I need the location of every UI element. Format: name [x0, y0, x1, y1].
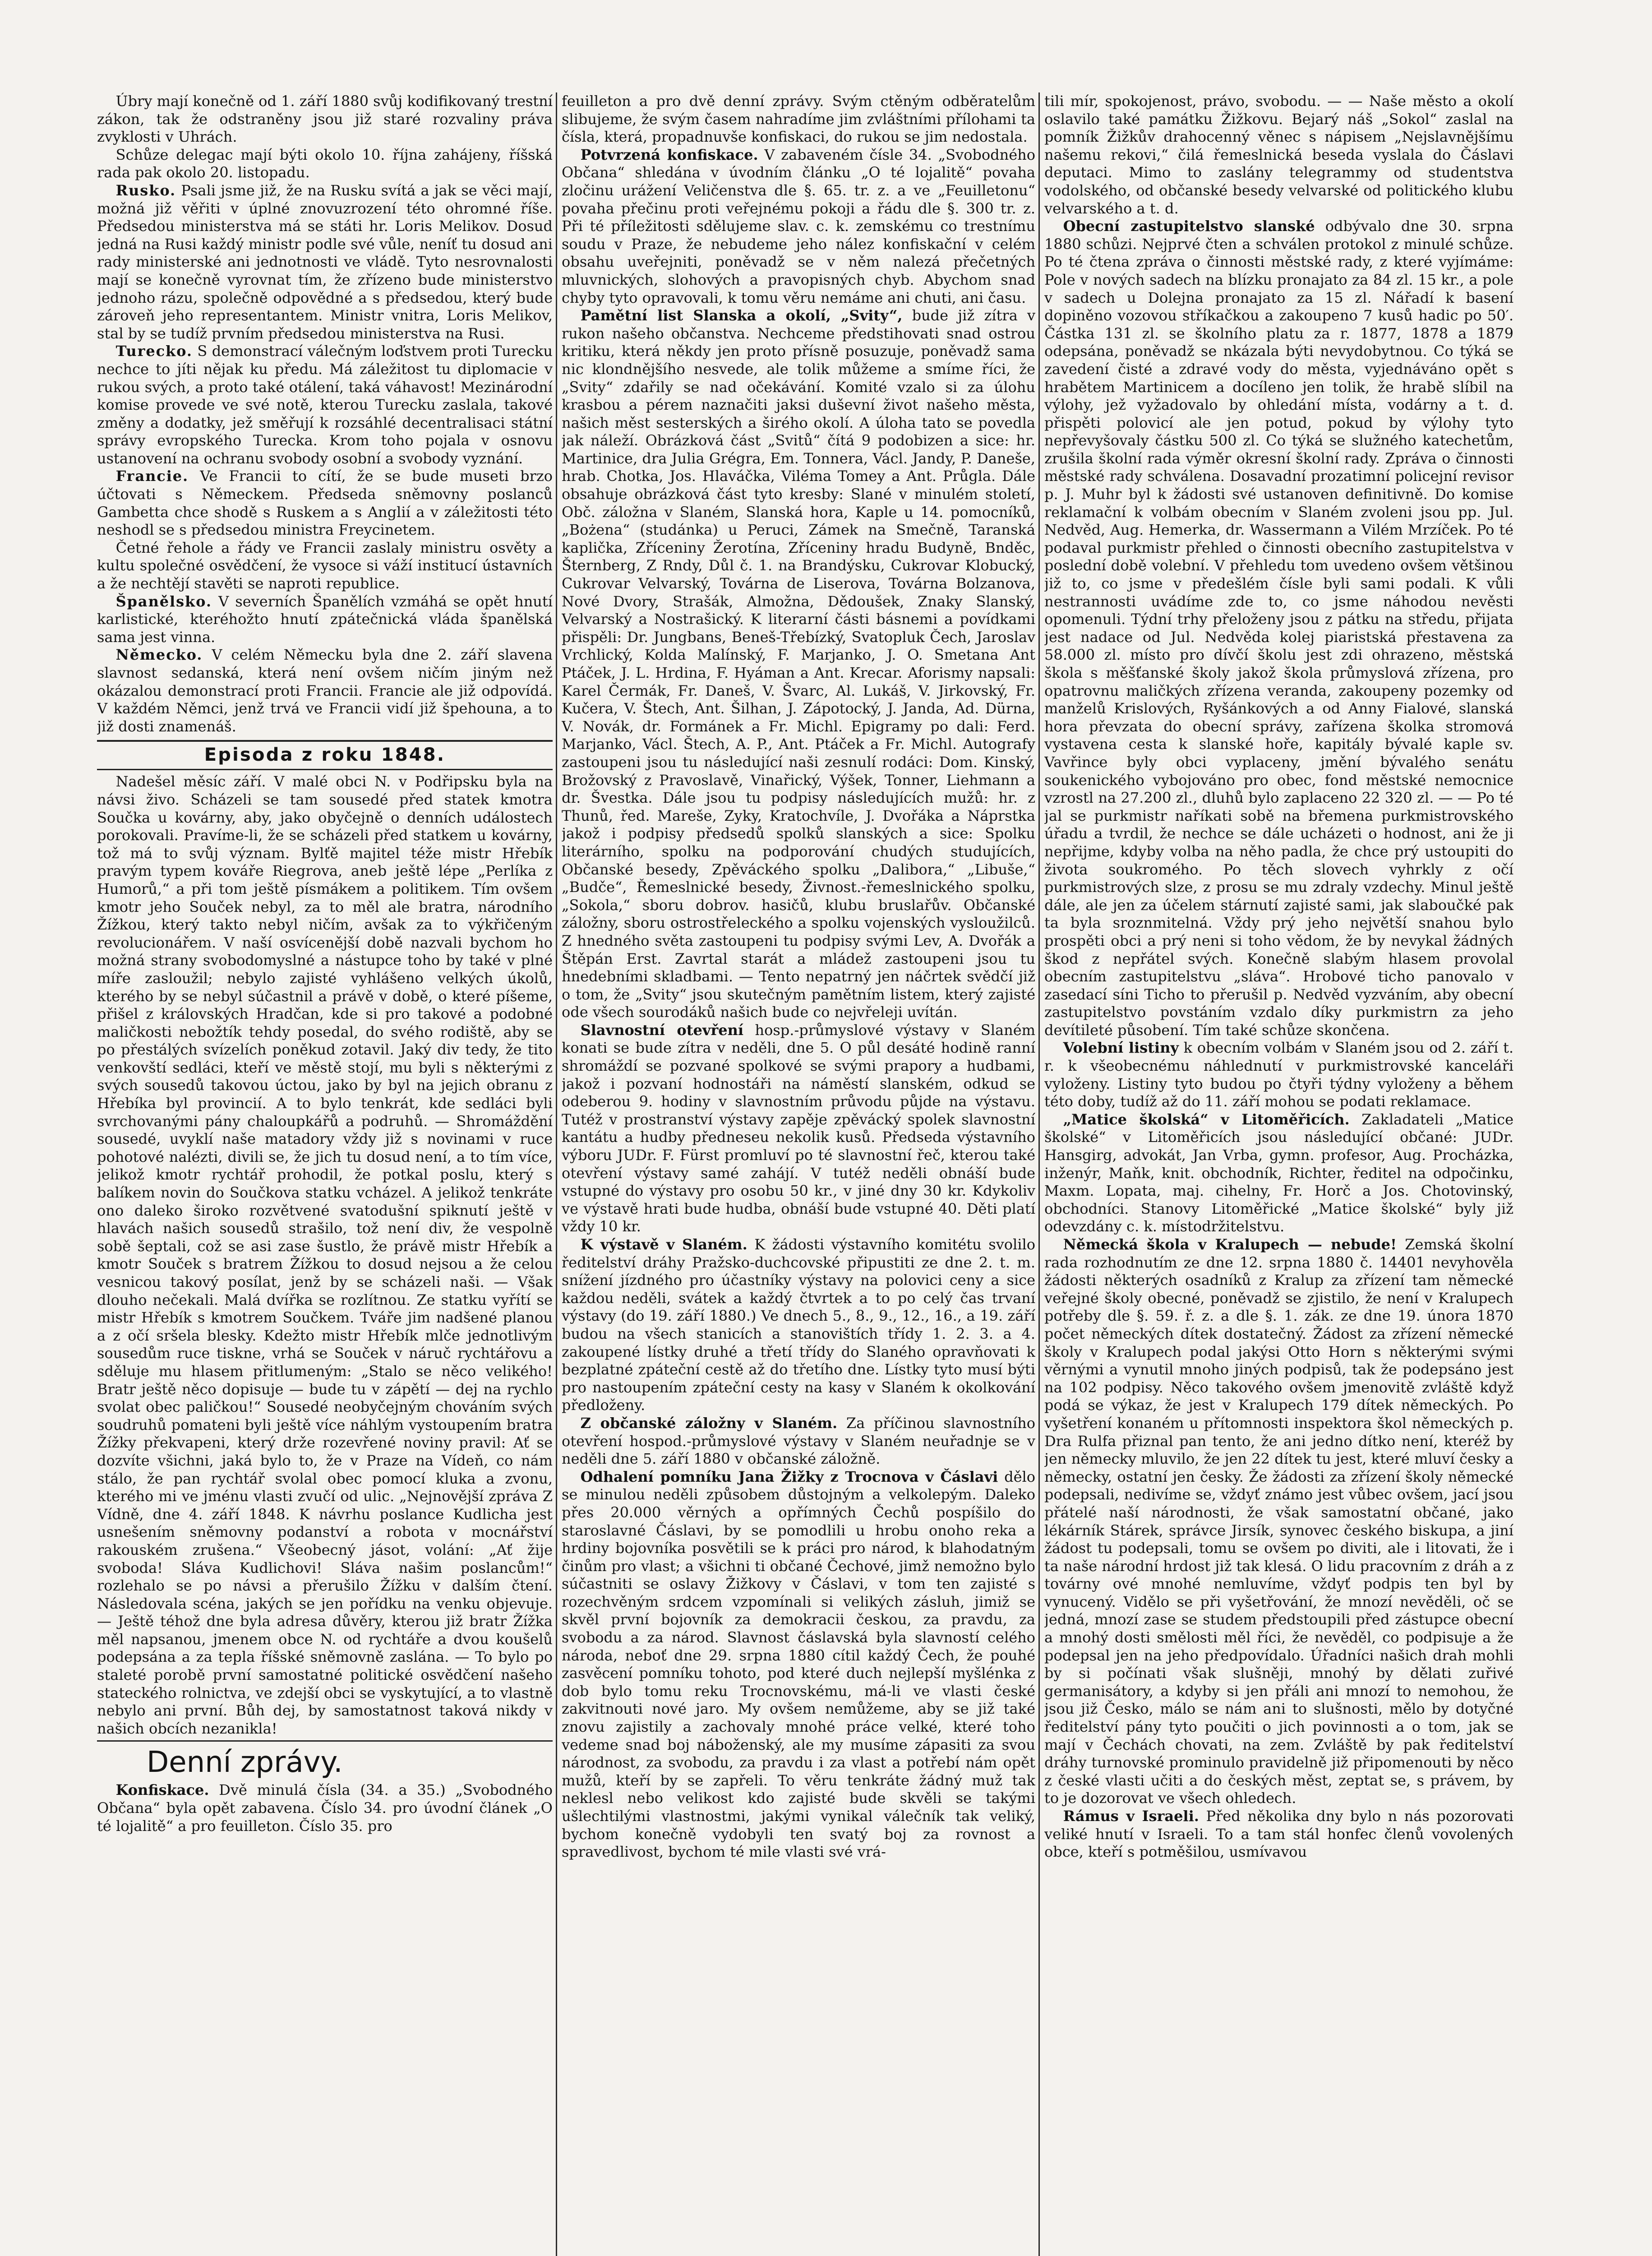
section-title-denni-zpravy: Denní zprávy.	[147, 1746, 343, 1780]
paragraph: feuilleton a pro dvě denní zprávy. Svým ctěným odběratelům slibujeme, že svým časem nahradíme jim zvláštními přílohami ta čísla, která, propadnuvše konfiskaci, do rukou se jim nedostala.	[562, 92, 1035, 146]
news-item	[97, 646, 553, 735]
news-item	[1044, 1236, 1514, 1808]
item-heading: Z občanské záložny v Slaném.	[580, 1414, 838, 1432]
divider	[97, 769, 553, 770]
item-text: hosp.-průmyslové výstavy v Slaném konati se bude zítra v neděli, dne 5. O půl desáté hodině ranní shromáždí se pozvané spolkové se svými prapory a hudbami, jakož i pozvaní hodnostáři na náměstí slanském, odkud se odeberou 9. hodiny v slavnostním průvodu půjde na výstavu. Tutéž v prostranství výstavy zapěje zpěvácký spolek slavnostní kantátu a hudby předneseu nekolik kusů. Předseda výstavního výboru JUDr. F. Fürst promluví po té slavnostní řeč, kterou také otevření výstavy samé zahájí. V tutéž neděli obnáší bude vstupné do výstavy pro osobu 50 kr., v jiné dny 30 kr. Kdykoliv ve výstavě hrati bude hudba, obnáší bude vstupné 40. Děti platí vždy 10 kr.	[562, 1021, 1035, 1235]
column-3	[1044, 92, 1514, 2256]
news-item	[97, 342, 553, 467]
item-text: Před několika dny bylo n nás pozorovati veliké hnutí v Israeli. To a tam stál honfec členů vovolených obce, kteří s potměšilou, usmívavou	[1044, 1808, 1514, 1861]
column-1	[97, 92, 553, 2256]
story-text: Nadešel měsíc září. V malé obci N. v Podřipsku byla na návsi živo. Scházeli se tam sousedé před statek kmotra Součka u kovárny, aby, jako obyčejně o denních událostech porokovali. Pravíme-li, že se scházeli před statkem u kovárny, tož má to svůj význam. Bylťě majitel téže mistr Hřebík pravým typem kováře Riegrova, aneb ještě lépe „Perlíka z Humorů,“ a při tom ještě písmákem a politikem. Tím ovšem kmotr jeho Souček nebyl, za to měl ale bratra, národního Žížkou, který takto nebyl ničím, avšak za to výkřičeným revolucionářem. V naší osvícenější době nazvali bychom ho možná strany svobodomyslné a nástupce toho by také v plné míře zasloužil; nebylo zajisté vyhlášeno velkých úkolů, kterého by se nebyl súčastnil a právě v době, o které píšeme, přišel z královských Hradčan, kde si pro takové a podobné maličkosti nebožtík tehdy posedal, do svého rodiště, aby se po přestálých svízelích poněkud zotavil. Jaký div tedy, že tito venkovští sedláci, kteří ve městě stojí, mu byli s některými z svých sousedů takovou úctou, jako by byl na jejich obranu z Hřebíka byl provincií. A to bylo tenkrát, kde sedláci byli svrchovanými pány chaloupkářů a podruhů. — Shromáždění sousedé, uvyklí naše matadory vždy již s novinami v ruce pohotové nalézti, divili se, že jich tu dosud není, a to tím více, jelikož kmotr rychtář prohodil, že potkal poslu, který s balíkem novin do Součkova statku vcházel. A jelikož tenkráte ono daleko široko rozvětvené svatodušní spiknutí ještě v hlavách našich sousedů strašilo, tož není div, že vespolně sobě šeptali, což se asi zase šustlo, že právě mistr Hřebík a kmotr Souček s bratrem Žížkou to dosud nejsou a že celou vesnicou takový posílat, jenž by se scházeli naši. — Však dlouho nečekali. Malá dvířka se rozlítnou. Ze statku vyřítí se mistr Hřebík s kmotrem Součkem. Tváře jim nadšené planou a z očí sršela blesky. Kdežto mistr Hřebík mlče jednotlivým sousedům ruce tiskne, vrhá se Souček v náruč rychtářovu a sděluje mu hlasem přitlumeným: „Stalo se něco velikého! Bratr ještě něco dopisuje — bude tu v zápětí — dej na rychlo svolat obec paličkou!“ Sousedé neobyčejným chováním svých soudruhů pomateni byli ještě více náhlým vystoupením bratra Žížky překvapeni, který drže rozevřené noviny pravil: Ať se dozvíte všichni, jaká bylo to, že v Praze na Vídeň, co nám stálo, že pan rychtář svolal obec pomocí kluka a zvonu, kterého mi ve jménu vlasti zvučí od ulic. „Nejnovější zpráva Z Vídně, dne 4. září 1848. K návrhu poslance Kudlicha jest usnešením sněmovny podanství a robota v mocnářství rakouském zrušena.“ Všeobecný jásot, volání: „Ať žije svoboda! Sláva Kudlichovi! Sláva našim poslancům!“ rozlehalo se po návsi a přerušilo Žížku v dalším čtení. Následovala scéna, jakých se jen pořídku na venku objevuje. — Ještě téhož dne byla adresa důvěry, kterou již bratr Žížka měl napsanou, jmenem obce N. od rychtáře a dvou koušelů podepsána a za tepla říšské sněmovně zaslána. — To bylo po staleté porobě první samostatné politické osvědčení našeho stateckého rolnictva, ve zdejší obci se vyskytující, a to vlastně nebylo ani první. Bůh dej, by samostatnost taková nikdy v našich obcích nezanikla!	[97, 773, 553, 1737]
news-item	[1044, 1808, 1514, 1861]
news-item	[562, 1415, 1035, 1468]
item-text: V severních Španělích vzmáhá se opět hnutí karlistické, kteréhožto hnutí zpátečnická vláda španělská sama jest vinna.	[97, 592, 553, 646]
item-text: S demonstrací válečným loďstvem proti Turecku nechce to jíti nějak ku předu. Má záležitost tu diplomacie v rukou svých, a proto také otálení, taká váhavost! Mezinárodní komise provede ve své notě, kterou Turecku zaslala, takové změny a dodatky, jež směřují k rozsáhlé decentralisaci státní správy evropského Turecka. Krom toho pojala v osnovu ustanovení na ochranu svobody osobní a svobody vyznání.	[97, 342, 553, 467]
news-item	[562, 1022, 1035, 1236]
item-text: dělo se minulou neděli způsobem důstojným a velkolepým. Daleko přes 20.000 věrných a opřímných Čechů pospíšilo do staroslavné Čáslavi, by se pomodlili u hrobu onoho reka a hrdiny bojovníka posvětili se k práci pro národ, k blahodatným činům pro vlast; a všichni ti občané Čechové, jimž nemožno bylo súčastniti se oslavy Žižkovy v Čáslavi, v tom ten zajisté s rozechvěným srdcem vzpomínali si velikých zásluh, jimiž se skvěl první bojovník za demokracii českou, za pravdu, za svobodu a za národ. Slavnost čáslavská byla slavností celého národa, neboť dne 29. srpna 1880 cítil každý Čech, že pouhé zasvěcení pomníku tohoto, pod které duch nejlepší myšlénka z dob bylo tomu reku Trocnovskému, má-li ve vlasti české zakvitnouti nové jaro. My ovšem nemůžeme, aby se již také znovu zajistily a zachovaly mnohé práce velké, které toho vedeme snad boj náboženský, ale my musíme zápasiti za svou národnost, za svobodu, za pravdu i za vlast a potřebí nám opět mužů, kteří by se zapřeli. To věru tenkráte žádný muž tak neklesl nebo velikost kdo zajisté bude skvěli se takými ušlechtilými vlastnostmi, jakými vynikal válečník tak veliký, bychom konečně vydobyli ten svatý boj za rovnost a spravedlivost, bychom té mile vlasti své vrá-	[562, 1468, 1035, 1861]
column-divider	[556, 92, 557, 2256]
paragraph: Schůze delegac mají býti okolo 10. října zahájeny, říšská rada pak okolo 20. listopadu.	[97, 146, 553, 181]
section-title-episoda: Episoda z roku 1848.	[97, 740, 553, 766]
news-item	[562, 1468, 1035, 1861]
news-item	[1044, 217, 1514, 1039]
item-heading: Odhalení pomníku Jana Žižky z Trocnova v Čáslavi	[580, 1468, 998, 1485]
item-text: V zabaveném čísle 34. „Svobodného Občana“ shledána v úvodním článku „O té lojalitě“ povaha zločinu urážení Veličenstva dle §. 65. tr. z. a ve „Feuilletonu“ povaha přečinu proti veřejnému pokoji a řádu dle §. 300 tr. z. Při té příležitosti sdělujeme slav. c. k. zemskému co trestnímu soudu v Praze, že nebudeme jeho nález konfiskační v celém obsahu uveřejniti, poněvadž se v něm nalezá přečetných mluvnických, slohových a pravopisných chyb. Abychom snad chyby tyto opravovali, k tomu věru nemáme ani chuti, ani času.	[562, 146, 1035, 306]
item-text: Ve Francii to cítí, že se bude museti brzo účtovati s Německem. Předseda sněmovny poslanců Gambetta chce shodě s Ruskem a s Anglií a v záležitosti této neshodl se s předsedou ministra Freycinetem.	[97, 467, 553, 539]
news-item	[97, 593, 553, 647]
item-heading: Obecní zastupitelstvo slanské	[1063, 217, 1315, 235]
news-item	[562, 307, 1035, 1022]
column-2	[562, 92, 1035, 2256]
item-text: Za příčinou slavnostního otevření hospod.-průmyslové výstavy v Slaném neuřadnje se v neděli dne 5. září 1880 v občanské záložně.	[562, 1414, 1035, 1468]
item-text: Psali jsme již, že na Rusku svítá a jak se věci mají, možná již věřiti v úplné znovuzrození této ohromné říše. Předsedou ministerstva má se státi hr. Loris Melikov. Dosud jedná na Rusi každý ministr podle své vůle, neníť tu dosud ani rady ministerské ani jednotnosti ve vládě. Tyto nesrovnalosti mají se konečně vyrovnat tím, že zřízeno bude ministerstvo jednoho rázu, společně odpovědné a s předsedou, který bude zároveň jeho representantem. Ministr vnitra, Loris Melikov, stal by se tudíž prvním předsedou ministerstva na Rusi.	[97, 181, 553, 342]
column-divider	[1038, 92, 1040, 2256]
item-heading: Turecko.	[115, 342, 193, 360]
item-heading: Španělsko.	[115, 592, 212, 610]
item-text: Zemská školní rada rozhodnutím ze dne 12. srpna 1880 č. 14401 nevyhověla žádosti některých osadníků z Kralup za zřízení tam německé veřejné školy obecné, poněvadž se zjistilo, že není v Kralupech potřeby dle §. 59. ř. z. a dle §. 1. zák. ze dne 19. února 1870 počet německých dítek dostatečný. Žádost za zřízení německé školy v Kralupech podal jakýsi Otto Horn s některými svými věrnými a vynutil mnoho jiných podpisů, tak že podepsáno jest na 102 podpisy. Něco takového ovšem jmenovitě zvláště když podá se výkaz, že jest v Kralupech 179 dítek německých. Po vyšetření konaném u přítomnosti inspektora škol německých p. Dra Rulfa přiznal pan tento, že ani jedno dítko není, kteréž by jen německy mluvilo, že jen 22 dítek tu jest, které mluví česky a německy, ostatní jen česky. Že žádosti za zřízení školy německé podepsali, nedivíme se, vždyť známo jest vůbec ovšem, jací jsou přátelé naší národnosti, že však samostatní občané, jako lékárník Stárek, správce Jirsík, synovec českého biskupa, a jiní žádost tu podepsali, tomu se ovšem po diviti, ale i litovati, že i ta naše národní hrdost již tak klesá. O lidu pracovním z dráh a z továrny ové mnohé nemluvíme, vždyť podpis ten byl by vynucený. Vidělo se při vyšetřování, že mnozí nevěděli, oč se jedná, mnozí zase se studem předstoupili před zástupce obecní a mnohý dosti smělosti měl říci, že nevěděl, co podpisuje a že podepsal jen na jeho předpovídalo. Úřadníci našich drah mohli by si počínati však slušněji, mnohý by dělati zuřivé germanisátory, a kdyby si jen přáli ani mnozí to nemohou, že jsou již Česko, málo se nám ani to slušnosti, mělo by dotyčné ředitelství pány tyto poučiti o jich povinnosti a o tom, jak se mají v Čechách chovati, na zem. Zvláště by pak ředitelství dráhy turnovské prominulo pravidelně již připomenouti by něco z české vlasti učiti a do českých měst, zeptat se, s právem, by to je dozorovat ve všech ohledech.	[1044, 1236, 1514, 1807]
news-item	[562, 1236, 1035, 1415]
news-item	[97, 467, 553, 539]
item-text: V celém Německu byla dne 2. září slavena slavnost sedanská, která není ovšem ničím jiným než okázalou demonstrací proti Francii. Francie ale již odpovídá. V každém Němci, jenž trvá ve Francii vidí již špehouna, a to již dosti znamenáš.	[97, 646, 553, 735]
item-heading: K výstavě v Slaném.	[580, 1236, 748, 1253]
item-heading: Konfiskace.	[115, 1781, 209, 1799]
paragraph: Úbry mají konečně od 1. září 1880 svůj kodifikovaný trestní zákon, tak že odstraněny jsou již staré rozvaliny práva zvyklosti v Uhrách.	[97, 92, 553, 146]
item-heading: Německá škola v Kralupech — nebude!	[1063, 1236, 1397, 1253]
item-text: Zakladateli „Matice školské“ v Litoměřicích jsou následující občané: JUDr. Hansgirg, advokát, Jan Vrba, gymn. profesor, Aug. Procházka, inženýr, Maňk, knit. obchodník, Richter, ředitel na odpočinku, Maxm. Lopata, maj. cihelny, Fr. Horč a Jos. Chotovinský, obchodníci. Stanovy Litoměřické „Matice školské“ byly již odevzdány c. k. místodržitelstvu.	[1044, 1110, 1514, 1235]
item-heading: Francie.	[115, 467, 189, 485]
item-heading: Slavnostní otevření	[580, 1021, 744, 1039]
paragraph: tili mír, spokojenost, právo, svobodu. — — Naše město a okolí oslavilo také památku Žižkovu. Bejarý náš „Sokol“ zaslal na pomník Žižkův drahocenný věnec s nápisem „Nejslavnějšímu našemu rekovi,“ čilá řemeslnická beseda vyslala do Čáslavi deputaci. Mimo to zaslány telegrammy od studentstva vodolského, od občanské besedy velvarské od politického klubu velvarského a t. d.	[1044, 92, 1514, 217]
item-heading: Rámus v Israeli.	[1063, 1808, 1199, 1825]
item-heading: „Matice školská“ v Litoměřicích.	[1063, 1110, 1350, 1128]
news-item	[1044, 1111, 1514, 1236]
item-heading: Volební listiny	[1063, 1039, 1179, 1057]
item-text: Dvě minulá čísla (34. a 35.) „Svobodného Občana“ byla opět zabavena. Číslo 34. pro úvodní článek „O té lojalitě“ a pro feuilleton. Číslo 35. pro	[97, 1781, 553, 1835]
item-heading: Pamětní list Slanska a okolí, „Svity“,	[580, 307, 903, 324]
item-heading: Německo.	[115, 646, 203, 664]
item-text: bude již zítra v rukon našeho občanstva. Nechceme předstihovati snad ostrou kritiku, která někdy jen proto přísně posuzuje, poněvadž sama nic klondnějšího nesvede, ale tolik můžeme a smíme říci, že „Svity“ zdařily se nad očekávání. Komité vzalo si za úlohu krasbou a pérem naznačiti jaksi duševní život našeho města, našich měst sesterských a širého okolí. A úloha tato se povedla jak náleží. Obrázková část „Svitů“ čítá 9 podobizen a sice: hr. Martinice, dra Julia Grégra, Em. Tonnera, Václ. Jandy, P. Daneše, hrab. Chotka, Jos. Hlaváčka, Viléma Tomey a Ant. Průgla. Dále obsahuje obrázková část tyto kresby: Slané v minulém století, Obč. záložna v Slaném, Slanská hora, Kaple u 14. pomocníků, „Bożena“ (studánka) u Peruci, Zámek na Smečně, Taranská kaplička, Zříceniny Žerotína, Zříceniny hradu Budyně, Bnděc, Šternberg, Z Rndy, Důl č. 1. na Brandýsku, Cukrovar Klobucký, Cukrovar Velvarský, Továrna de Liserova, Továrna Bolzanova, Nové Dvory, Strašák, Almožna, Dědoušek, Znaky Slanský, Velvarský a Nostrašický. K literarní části básnemi a povídkami přispěli: Dr. Jungbans, Beneš-Třebízký, Svatopluk Čech, Jaroslav Vrchlický, Kolda Malínský, F. Marjanko, J. O. Smetana Ant Ptáček, J. L. Hrdina, F. Hyáman a Ant. Krecar. Aforismy napsali: Karel Čermák, Fr. Daneš, V. Švarc, Al. Lukáš, V. Jirkovský, Fr. Kučera, V. Štech, Ant. Šilhan, J. Zápotocký, J. Janda, Ad. Dürna, V. Novák, dr. Formánek a Fr. Michl. Epigramy po dali: Ferd. Marjanko, Václ. Štech, A. P., Ant. Ptáček a Fr. Michl. Autografy zastoupeni jsou tu následující naši zesnulí rodáci: Dom. Kinský, Brožovský z Pravoslavě, Vinařický, Výšek, Tonner, Liehmann a dr. Švestka. Dále jsou tu podpisy následujících mužů: hr. z Thunů, řed. Mareše, Zyky, Kratochvíle, J. Dvořáka a Náprstka jakož i podpisy předsedů spolků slanských a sice: Spolku literárního, spolku na podporování chudých studujících, Občanské besedy, Zpěváckého spolku „Dalibora,“ „Libuše,“ „Budče“, Řemeslnické besedy, Živnost.-řemeslnického spolku, „Sokola,“ sboru dobrov. hasičů, klubu bruslařův. Občanské záložny, sboru ostrostřeleckého a spolku vojenských vysloužilců. Z hnedného světa zastoupeni tu podpisy svými Lev, A. Dvořák a Štěpán Erst. Zavrtal starát a mládež zastoupeni jsou tu hnedebními skladbami. — Tento nepatrný jen náčrtek svědčí již o tom, že „Svity“ jsou skutečným pamětním listem, který zajisté ode všech sourodáků našich bude co nejvřeleji uvítán.	[562, 307, 1035, 1021]
news-item	[562, 146, 1035, 307]
paragraph: Četné řeholе a řády ve Francii zaslaly ministru osvěty a kultu společné osvědčení, že vysoce si váží institucí ústavních a že nechtějí stavěti se naproti republice.	[97, 539, 553, 592]
item-heading: Potvrzená konfiskace.	[580, 146, 758, 163]
item-text: k obecním volbám v Slaném jsou od 2. září t. r. k všeobecnému náhlednutí v purkmistrovské kanceláři vyloženy. Listiny tyto budou po čtyři týdny vyloženy a během této doby, tudíž až do 11. září mohou se podati reklamace.	[1044, 1039, 1514, 1110]
item-text: odbývalo dne 30. srpna 1880 schůzi. Nejprvé čten a schválen protokol z minulé schůze. Po té čtena zpráva o činnosti městské rady, z které vyjímáme: Pole v nových sadech na blízku pronajato za 84 zl. 15 kr., a pole v sadech u Dolejna pronajato za 15 zl. Nářadí k basení dopiněno vozovou stříkačkou a zakoupeno 7 kusů hadic po 50′. Částka 131 zl. se školního platu za r. 1877, 1878 a 1879 odepsána, poněvadž se nkázala býti nevydobytnou. Co týká se zavedení čisté a zdravé vody do města, vyjednáváno opět s hrabětem Martinicem a docíleno jen tolik, že hrabě slíbil na výlohy, jež vyžadovalo by ohledání místa, vodárny a t. d. přispěti polovicí ale jen potud, pokud by výlohy tyto nepřevyšovaly částku 500 zl. Co týká se služného katechetům, zrušila školní rada výměr okresní školní rady. Zpráva o činnosti městské rady schválena. Dosavadní prozatimní policejní revisor p. J. Muhr byl k žádosti své ustanoven definitivně. Do komise reklamační k volbám obecním v Slaném zvoleni jsou pp. Jul. Nedvěd, Aug. Hemerka, dr. Wassermann a Vilém Mrzíček. Po té podaval purkmistr přehled o činnosti obecního zastupitelstva v poslední době volební. V přehledu tom uvedeno ovšem většinou již to, co jsme v předešlém čísle byli sami podali. K vůli nestrannosti uvádíme zde to, co jsme náhodou nevěsti opomenuli. Týdní trhy přeloženy jsou z pátku na středu, přijata jest nadace od Jul. Nedvěda kolej piaristská přestavena za 58.000 zl. místo pro dívčí školu jest zdi ohrazeno, městská škola s měšťanské školy jakož škola průmyslová zřízena, pro opatrovnu maličkých zřízena veranda, zakoupeny pozemky od manželů Krislových, Ryšánkových a od Anny Fialové, slanská hora převzata do obecní správy, zařízena školka stromová vystavena cesta k slanské hoře, kapitály bývalé kaple sv. Vavřince byly obci vyplaceny, jmění bývalého senátu soukenického vybojováno pro obec, fond městské nemocnice vzrostl na 27.200 zl., dluhů bylo zaplaceno 22 320 zl. — — Po té jal se purkmistr naříkati sobě na břemena purkmistrovského úřadu a tvrdil, že nechce se dále ucházeti o hodnost, ani že ji nepřijme, kdyby volba na něho padla, že chce prý ustoupiti do života soukromého. Po těch slovech vyhrkly z očí purkmistrových slze, z prosu se mu zdraly vzdechy. Minul ještě dále, ale jen za účelem stárnutí zajisté sami, jak slaboučké pak ta byla sroznmitelná. Vždy prý jeho největší snahou bylo prospěti obci a prý neni si toho vědom, že by nevykal žádných škod z nepřátel svých. Konečně slabým hlasem provolal obecním zastupitelstvu „sláva“. Hrobové ticho panovalo v zasedací síni Ticho to přerušil p. Nedvěd vyzváním, aby obecní zastupitelstvo povstáním vzdalo díky purkmistrn za jeho devítileté působení. Tím také schůze skončena.	[1044, 217, 1514, 1039]
item-text: K žádosti výstavního komitétu svolilo ředitelství dráhy Pražsko-duchcovské připustiti ze dne 2. t. m. snížení jízdného pro účastníky výstavy na polovici ceny a sice každou neděli, svátek a každý čtvrtek a to po celý čas trvaní výstavy (do 19. září 1880.) Ve dnech 5., 8., 9., 12., 16., a 19. září budou na všech stanicích a stanovištích třídy 1. 2. 3. a 4. zakoupené lístky druhé a třetí třídy do Slaného opravňovati k bezplatné zpáteční cestě až do třetího dne. Lístky tyto musí býti pro nastoupením zpáteční cesty na kasy v Slaném k okolkování předloženy.	[562, 1236, 1035, 1414]
news-item	[97, 182, 553, 342]
news-item	[97, 1781, 553, 1835]
divider	[97, 1740, 553, 1742]
item-heading: Rusko.	[115, 181, 176, 199]
news-item	[1044, 1039, 1514, 1110]
